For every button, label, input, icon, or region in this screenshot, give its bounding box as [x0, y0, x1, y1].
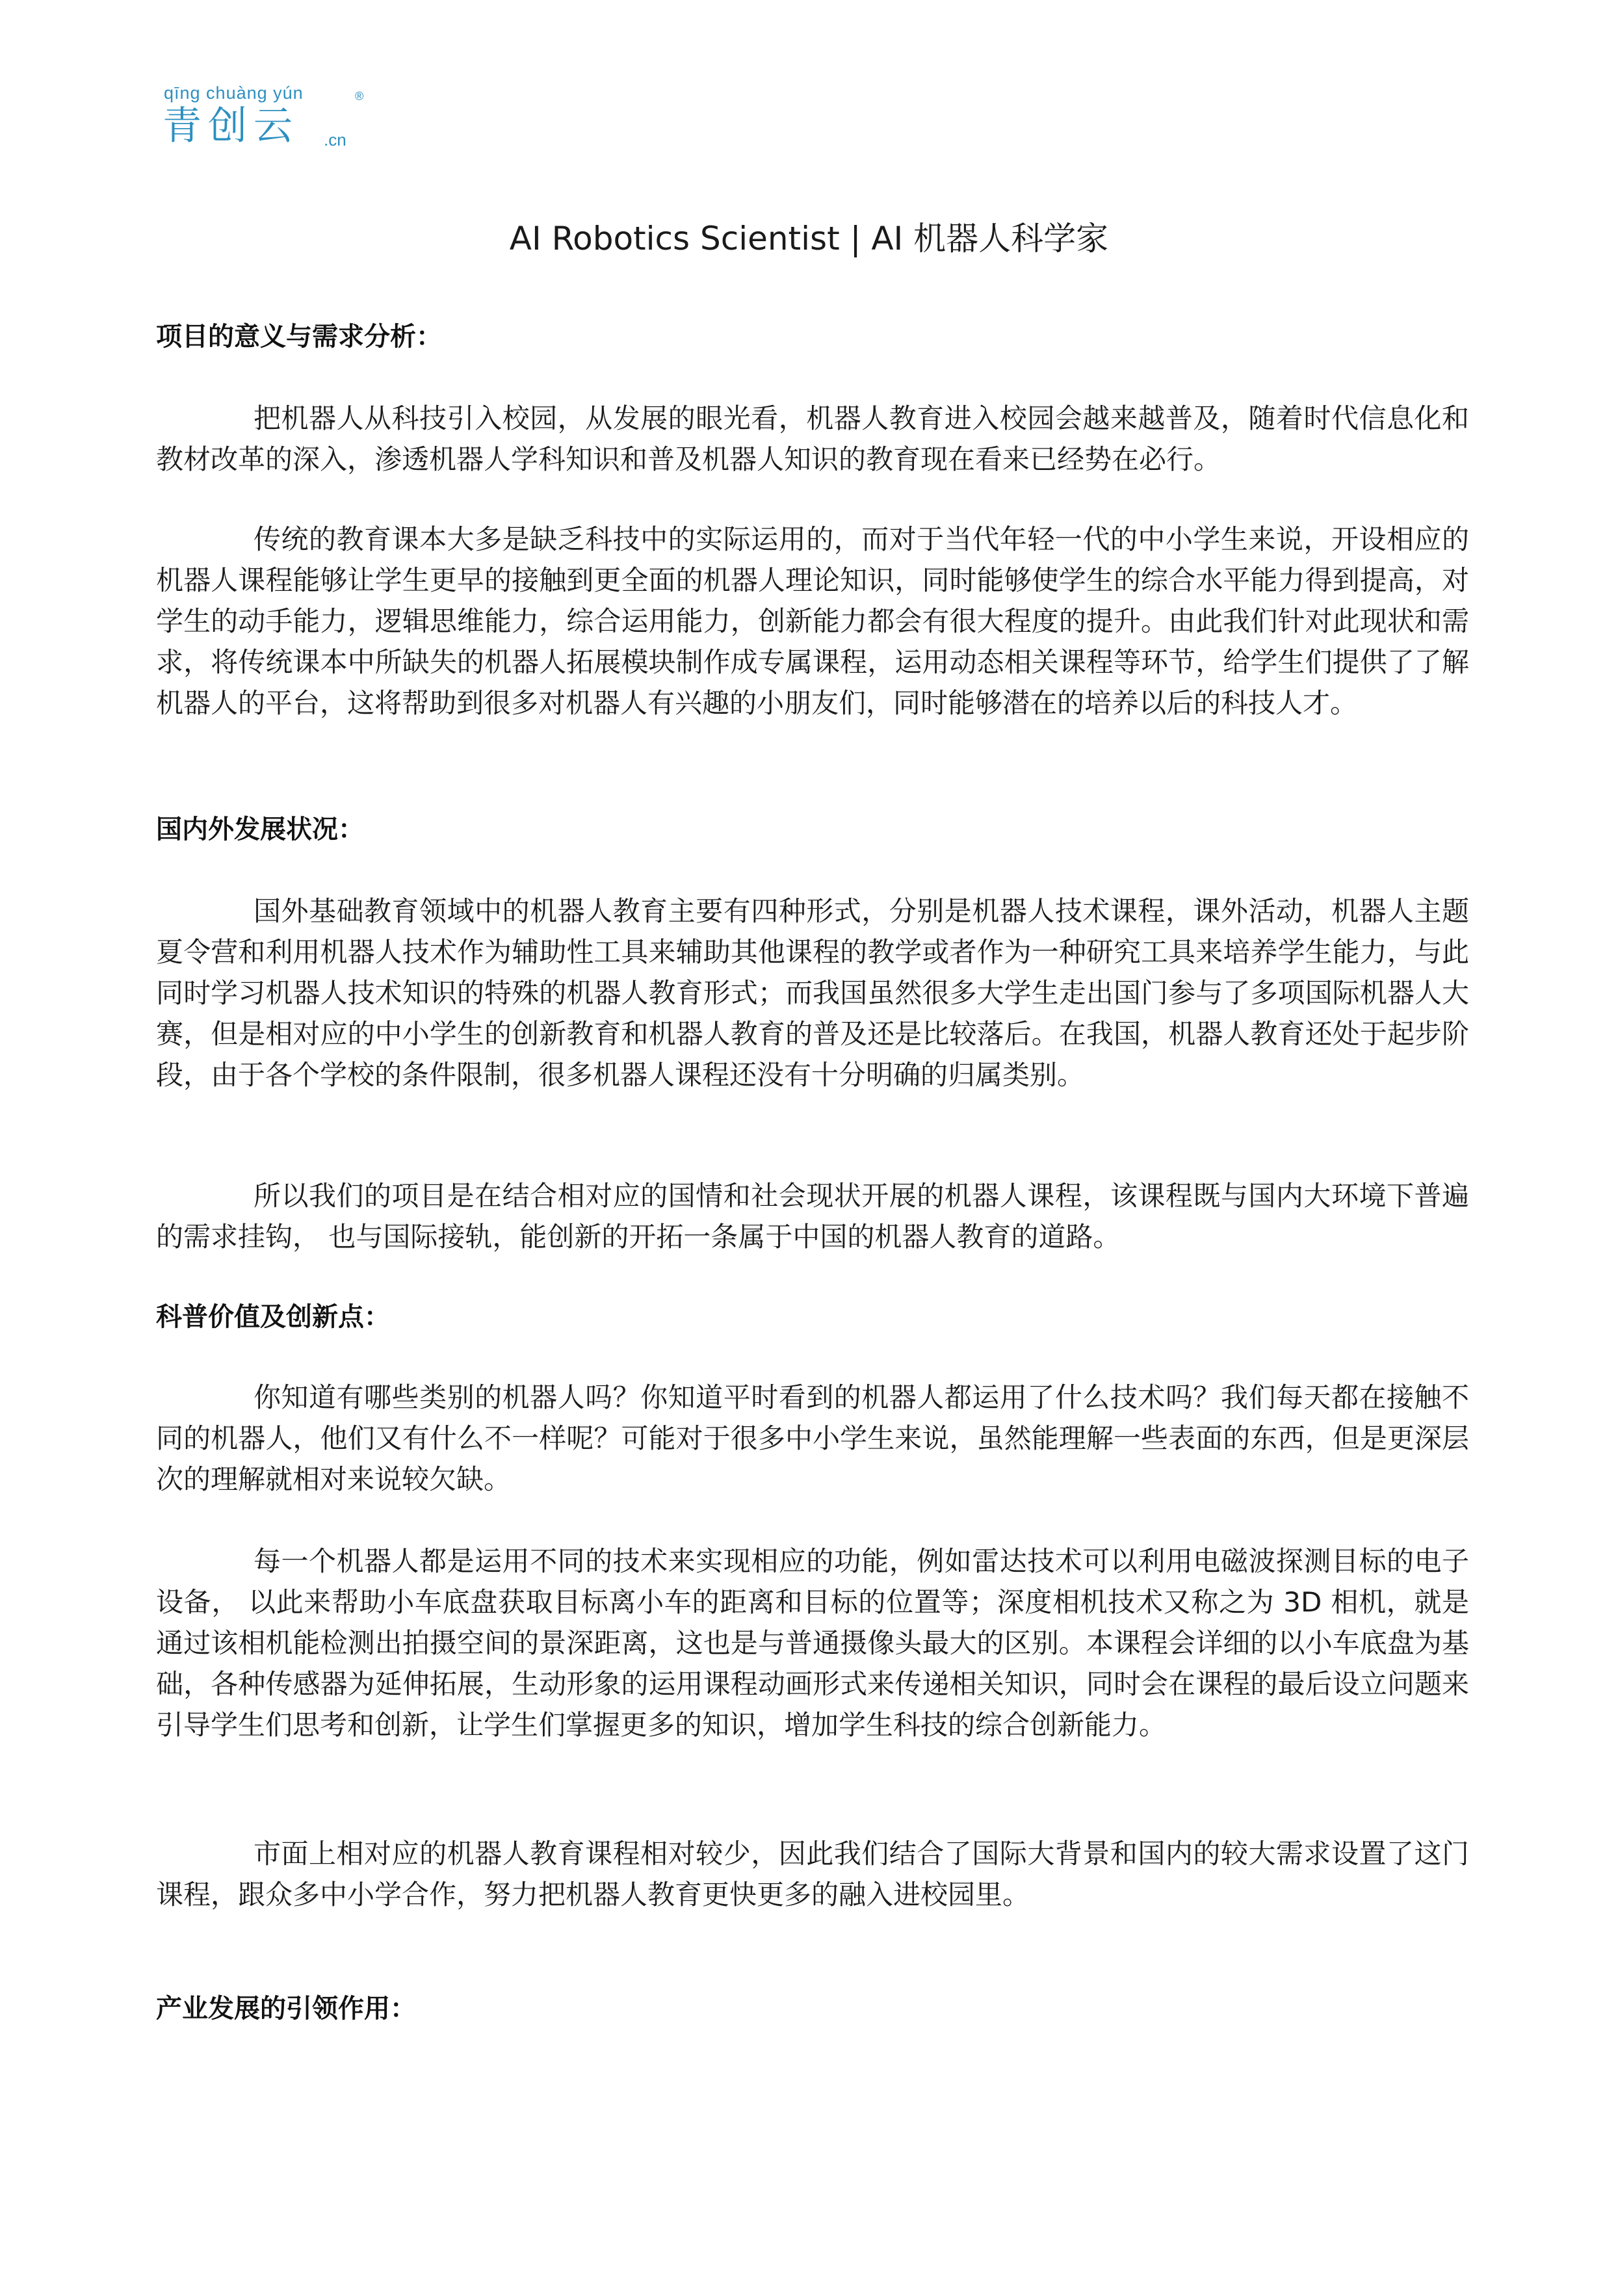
- logo-registered-mark: ®: [355, 90, 364, 103]
- paragraph: 每一个机器人都是运用不同的技术来实现相应的功能，例如雷达技术可以利用电磁波探测目标的电子设备， 以此来帮助小车底盘获取目标离小车的距离和目标的位置等；深度相机技术又称之为 3D 相机，就是通过该相机能检测出拍摄空间的景深距离，这也是与普通摄像头最大的区别。本课程会详细的以小车底盘为基础，各种传感器为延伸拓展，生动形象的运用课程动画形式来传递相关知识，同时会在课程的最后设立问题来引导学生们思考和创新，让学生们掌握更多的知识，增加学生科技的综合创新能力。: [156, 1545, 1469, 1741]
- logo-tld: .cn: [324, 130, 346, 150]
- paragraph: 国外基础教育领域中的机器人教育主要有四种形式，分别是机器人技术课程，课外活动，机器人主题夏令营和利用机器人技术作为辅助性工具来辅助其他课程的教学或者作为一种研究工具来培养学生能力，与此同时学习机器人技术知识的特殊的机器人教育形式；而我国虽然很多大学生走出国门参与了多项国际机器人大赛，但是相对应的中小学生的创新教育和机器人教育的普及还是比较落后。在我国，机器人教育还处于起步阶段，由于各个学校的条件限制，很多机器人课程还没有十分明确的归属类别。: [156, 895, 1469, 1091]
- section-heading-significance: 项目的意义与需求分析：: [156, 322, 442, 352]
- section-heading-innovation: 科普价值及创新点：: [156, 1302, 390, 1332]
- section-heading-industry-leadership: 产业发展的引领作用：: [156, 1994, 416, 2024]
- paragraph: 你知道有哪些类别的机器人吗？你知道平时看到的机器人都运用了什么技术吗？我们每天都在接触不同的机器人，他们又有什么不一样呢？可能对于很多中小学生来说，虽然能理解一些表面的东西，但是更深层次的理解就相对来说较欠缺。: [156, 1381, 1469, 1495]
- logo-pinyin: qīng chuàng yún: [164, 83, 304, 103]
- logo-chinese: 青创云: [163, 103, 299, 149]
- paragraph: 所以我们的项目是在结合相对应的国情和社会现状开展的机器人课程，该课程既与国内大环境下普遍的需求挂钩， 也与国际接轨，能创新的开拓一条属于中国的机器人教育的道路。: [156, 1180, 1469, 1253]
- document-title: AI Robotics Scientist | AI 机器人科学家: [509, 220, 1109, 257]
- paragraph: 把机器人从科技引入校园，从发展的眼光看，机器人教育进入校园会越来越普及，随着时代信息化和教材改革的深入，渗透机器人学科知识和普及机器人知识的教育现在看来已经势在必行。: [156, 402, 1469, 475]
- paragraph: 传统的教育课本大多是缺乏科技中的实际运用的，而对于当代年轻一代的中小学生来说，开设相应的机器人课程能够让学生更早的接触到更全面的机器人理论知识，同时能够使学生的综合水平能力得到提高，对学生的动手能力，逻辑思维能力，综合运用能力，创新能力都会有很大程度的提升。由此我们针对此现状和需求，将传统课本中所缺失的机器人拓展模块制作成专属课程，运用动态相关课程等环节，给学生们提供了了解机器人的平台，这将帮助到很多对机器人有兴趣的小朋友们，同时能够潜在的培养以后的科技人才。: [156, 523, 1469, 719]
- qingchuangyun-logo: [163, 83, 377, 168]
- paragraph: 市面上相对应的机器人教育课程相对较少，因此我们结合了国际大背景和国内的较大需求设置了这门课程，跟众多中小学合作，努力把机器人教育更快更多的融入进校园里。: [156, 1838, 1469, 1911]
- section-heading-development-status: 国内外发展状况：: [156, 815, 364, 844]
